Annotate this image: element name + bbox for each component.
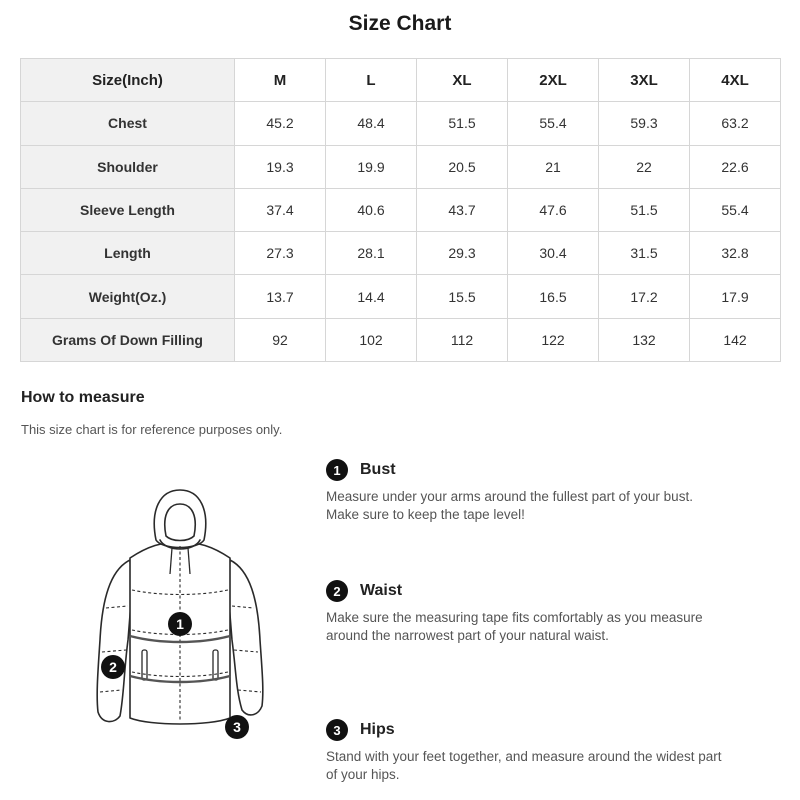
table-cell: 63.2 bbox=[690, 102, 781, 145]
table-cell: 20.5 bbox=[417, 145, 508, 188]
table-cell: 43.7 bbox=[417, 188, 508, 231]
step-waist bbox=[326, 579, 726, 645]
reference-note: This size chart is for reference purposes only. bbox=[21, 422, 283, 437]
table-cell: 37.4 bbox=[235, 188, 326, 231]
column-header-4xl: 4XL bbox=[690, 59, 781, 102]
table-cell: 17.9 bbox=[690, 275, 781, 318]
column-header-m: M bbox=[235, 59, 326, 102]
step-hips bbox=[326, 718, 726, 784]
step-description: Stand with your feet together, and measure around the widest part of your hips. bbox=[326, 749, 722, 782]
table-row-length bbox=[21, 232, 781, 275]
row-label: Sleeve Length bbox=[21, 188, 235, 231]
column-header-3xl: 3XL bbox=[599, 59, 690, 102]
table-row-down-filling bbox=[21, 318, 781, 361]
table-cell: 31.5 bbox=[599, 232, 690, 275]
table-cell: 40.6 bbox=[326, 188, 417, 231]
column-header-2xl: 2XL bbox=[508, 59, 599, 102]
table-cell: 59.3 bbox=[599, 102, 690, 145]
svg-text:2: 2 bbox=[109, 659, 117, 675]
table-cell: 27.3 bbox=[235, 232, 326, 275]
step-title: Waist bbox=[360, 582, 403, 599]
step-description: Measure under your arms around the fullest part of your bust. Make sure to keep the tape level! bbox=[326, 489, 693, 522]
row-label: Grams Of Down Filling bbox=[21, 318, 235, 361]
table-cell: 142 bbox=[690, 318, 781, 361]
step-number-badge: 3 bbox=[326, 719, 348, 741]
table-cell: 45.2 bbox=[235, 102, 326, 145]
table-cell: 102 bbox=[326, 318, 417, 361]
table-row-weight bbox=[21, 275, 781, 318]
table-row-shoulder bbox=[21, 145, 781, 188]
step-number-badge: 2 bbox=[326, 580, 348, 602]
table-row-sleeve-length bbox=[21, 188, 781, 231]
step-title: Bust bbox=[360, 461, 396, 478]
table-cell: 48.4 bbox=[326, 102, 417, 145]
table-corner-header: Size(Inch) bbox=[21, 59, 235, 102]
table-cell: 17.2 bbox=[599, 275, 690, 318]
page-title: Size Chart bbox=[348, 12, 452, 35]
table-cell: 30.4 bbox=[508, 232, 599, 275]
step-bust bbox=[326, 458, 726, 524]
puffer-jacket-illustration-icon bbox=[80, 480, 280, 750]
how-to-measure-heading: How to measure bbox=[21, 389, 145, 406]
column-header-xl: XL bbox=[417, 59, 508, 102]
table-cell: 19.3 bbox=[235, 145, 326, 188]
row-label: Length bbox=[21, 232, 235, 275]
table-cell: 19.9 bbox=[326, 145, 417, 188]
row-label: Shoulder bbox=[21, 145, 235, 188]
row-label: Chest bbox=[21, 102, 235, 145]
table-cell: 32.8 bbox=[690, 232, 781, 275]
table-cell: 55.4 bbox=[508, 102, 599, 145]
table-cell: 15.5 bbox=[417, 275, 508, 318]
table-cell: 28.1 bbox=[326, 232, 417, 275]
table-row-chest bbox=[21, 102, 781, 145]
table-header-row bbox=[21, 59, 781, 102]
step-description: Make sure the measuring tape fits comfortably as you measure around the narrowest part of your natural waist. bbox=[326, 610, 703, 643]
column-header-l: L bbox=[326, 59, 417, 102]
table-cell: 22.6 bbox=[690, 145, 781, 188]
table-cell: 16.5 bbox=[508, 275, 599, 318]
table-cell: 51.5 bbox=[417, 102, 508, 145]
row-label: Weight(Oz.) bbox=[21, 275, 235, 318]
table-cell: 29.3 bbox=[417, 232, 508, 275]
table-cell: 132 bbox=[599, 318, 690, 361]
table-cell: 22 bbox=[599, 145, 690, 188]
svg-text:1: 1 bbox=[176, 616, 184, 632]
svg-text:3: 3 bbox=[233, 719, 241, 735]
table-cell: 55.4 bbox=[690, 188, 781, 231]
step-title: Hips bbox=[360, 721, 395, 738]
table-cell: 21 bbox=[508, 145, 599, 188]
table-cell: 122 bbox=[508, 318, 599, 361]
table-cell: 13.7 bbox=[235, 275, 326, 318]
table-cell: 47.6 bbox=[508, 188, 599, 231]
table-cell: 92 bbox=[235, 318, 326, 361]
table-cell: 112 bbox=[417, 318, 508, 361]
table-cell: 51.5 bbox=[599, 188, 690, 231]
table-cell: 14.4 bbox=[326, 275, 417, 318]
size-table bbox=[20, 58, 781, 362]
step-number-badge: 1 bbox=[326, 459, 348, 481]
